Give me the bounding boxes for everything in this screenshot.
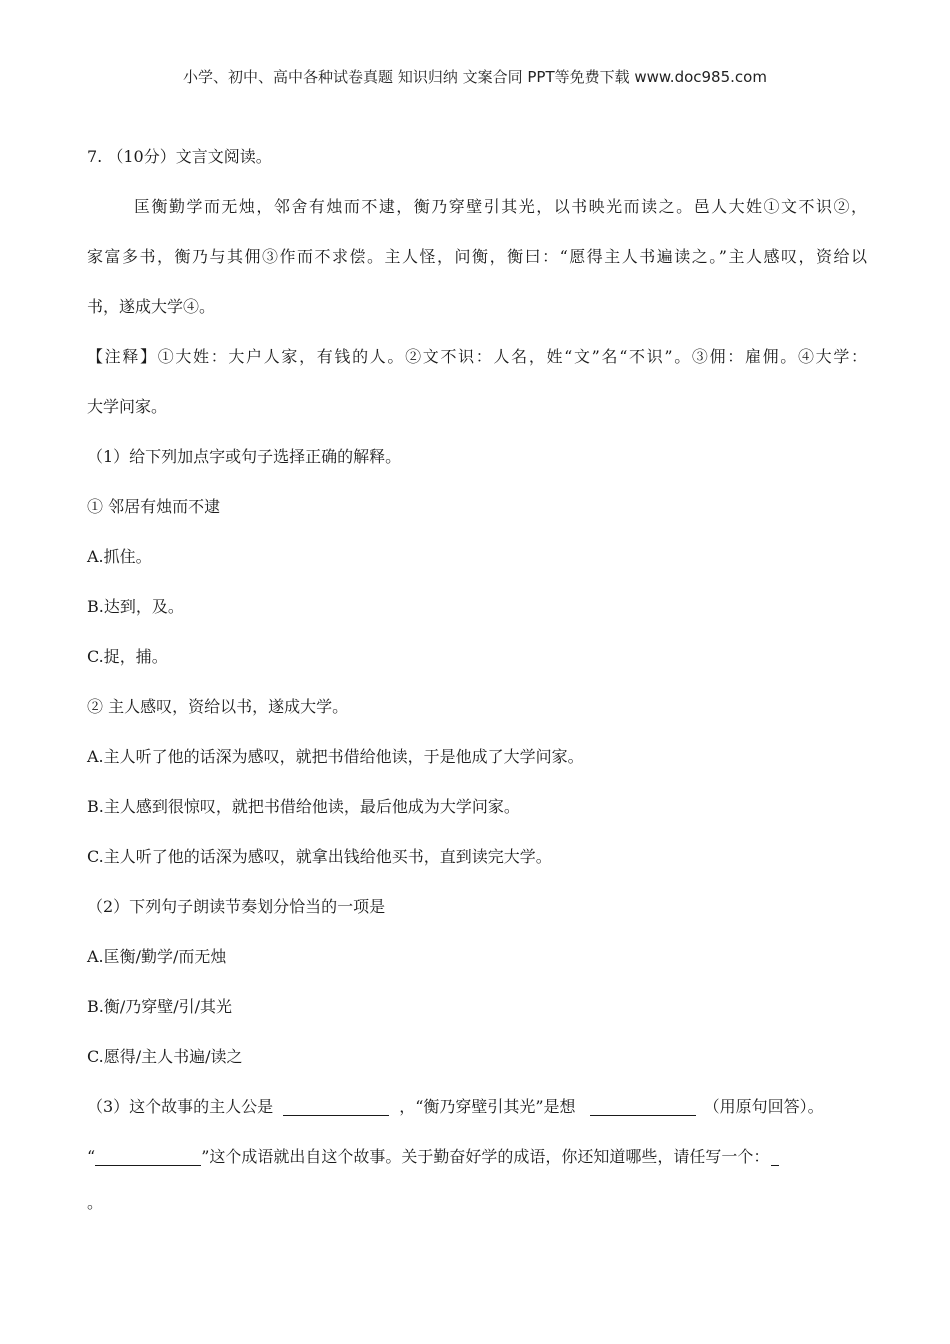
q3-line-1 [87, 1088, 867, 1138]
site-header: 小学、初中、高中各种试卷真题 知识归纳 文案合同 PPT等免费下载 www.doc985.com [183, 68, 767, 86]
q3-open-quote: “ [87, 1147, 96, 1166]
exam-content [87, 138, 867, 1218]
q3-end-mark: 。 [87, 1193, 104, 1212]
q2-option-a: A.匡衡/勤学/而无烛 [87, 947, 227, 966]
passage-line-1: 匡衡勤学而无烛，邻舍有烛而不逮，衡乃穿壁引其光，以书映光而读之。邑人大姓①文不识②， [134, 197, 867, 216]
q1-item1-option-b: B.达到，及。 [87, 597, 184, 616]
q2-prompt: （2）下列句子朗读节奏划分恰当的一项是 [87, 897, 386, 916]
notes-line-2: 大学问家。 [87, 397, 168, 416]
q1-item2-option-c: C.主人听了他的话深为感叹，就拿出钱给他买书，直到读完大学。 [87, 847, 552, 866]
question-title: 7. （10分）文言文阅读。 [87, 147, 272, 166]
q1-item2-option-a: A.主人听了他的话深为感叹，就把书借给他读，于是他成了大学问家。 [87, 747, 584, 766]
q1-item1-stem: ① 邻居有烛而不逮 [87, 497, 221, 516]
notes-line-1: 【注释】①大姓：大户人家，有钱的人。②文不识：人名，姓“文”名“不识”。③佣：雇佣。④大学： [87, 347, 867, 366]
q2-option-b: B.衡/乃穿壁/引/其光 [87, 997, 233, 1016]
answer-blank-extra-idiom[interactable] [771, 1143, 779, 1166]
answer-blank-protagonist[interactable] [283, 1093, 389, 1116]
q1-item2-option-b: B.主人感到很惊叹，就把书借给他读，最后他成为大学问家。 [87, 797, 520, 816]
answer-blank-idiom[interactable] [95, 1143, 201, 1166]
q1-prompt: （1）给下列加点字或句子选择正确的解释。 [87, 447, 402, 466]
q3-text-protagonist: （3）这个故事的主人公是 [87, 1097, 274, 1116]
passage-line-3: 书，遂成大学④。 [87, 297, 216, 316]
q2-option-c: C.愿得/主人书遍/读之 [87, 1047, 243, 1066]
q1-item2-stem: ② 主人感叹，资给以书，遂成大学。 [87, 697, 349, 716]
q3-text-intent: ，“衡乃穿壁引其光”是想 [399, 1097, 576, 1116]
q1-item1-option-a: A.抓住。 [87, 547, 152, 566]
q3-text-idiom: ”这个成语就出自这个故事。关于勤奋好学的成语，你还知道哪些，请任写一个： [201, 1147, 770, 1166]
q1-item1-option-c: C.捉，捕。 [87, 647, 168, 666]
answer-blank-intent[interactable] [590, 1093, 696, 1116]
passage-line-2: 家富多书，衡乃与其佣③作而不求偿。主人怪，问衡，衡曰：“愿得主人书遍读之。”主人感叹，资给以 [87, 247, 867, 266]
q3-line-2 [87, 1138, 867, 1188]
q3-text-original: （用原句回答）。 [703, 1097, 824, 1116]
